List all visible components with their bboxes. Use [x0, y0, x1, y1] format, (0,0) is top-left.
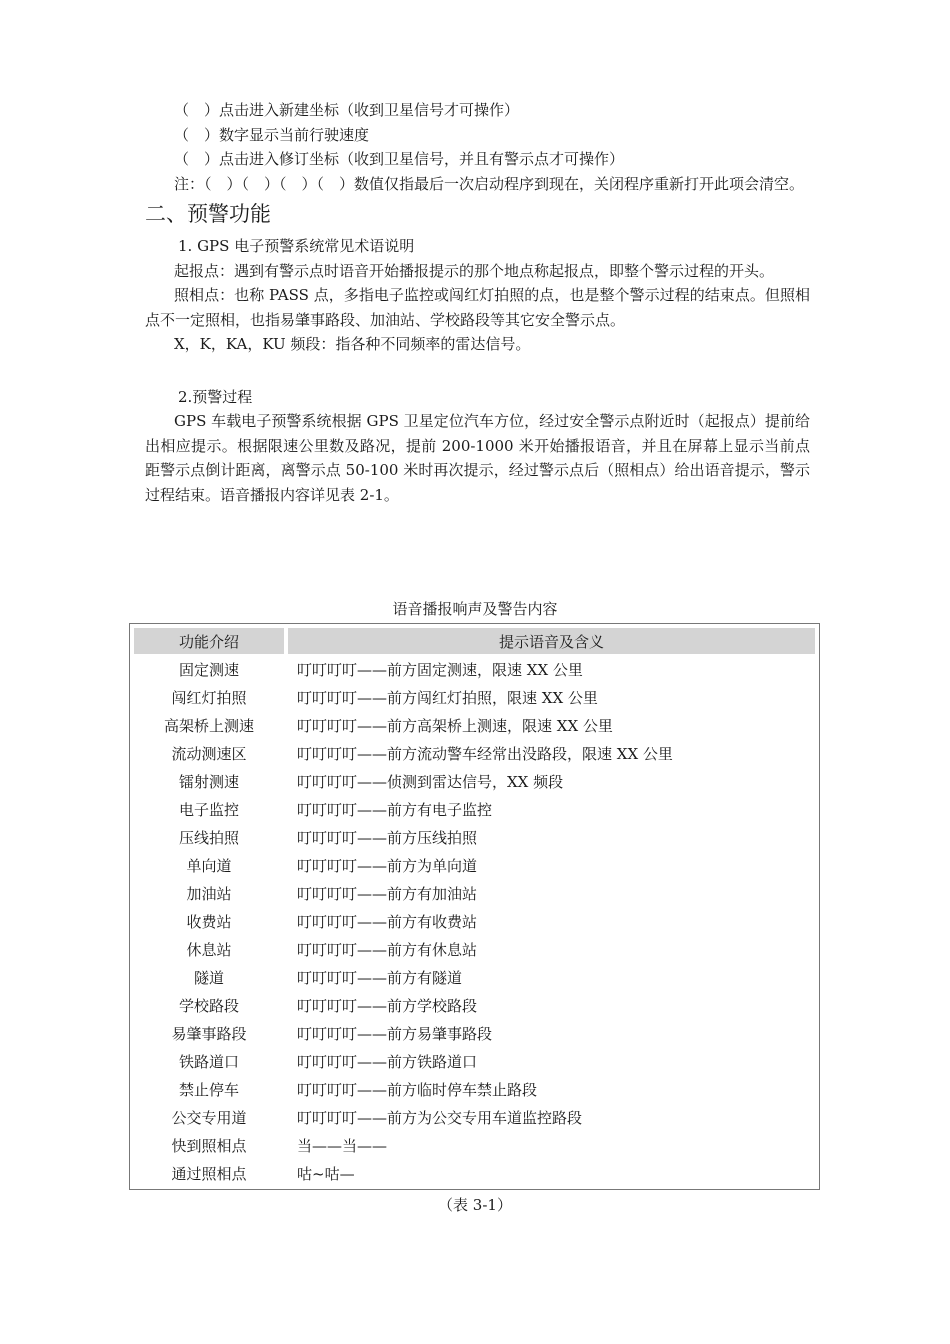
voice-prompt-cell: 叮叮叮叮——前方有隧道 — [297, 968, 463, 987]
function-cell: 禁止停车 — [178, 1080, 239, 1099]
table-row — [134, 740, 815, 766]
function-cell: 单向道 — [186, 856, 232, 875]
table-header-cell: 提示语音及含义 — [288, 628, 815, 654]
function-cell: 休息站 — [186, 940, 232, 959]
subsection-title: 1. GPS 电子预警系统常见术语说明 — [178, 237, 415, 255]
voice-prompt-cell: 叮叮叮叮——前方固定测速，限速 XX 公里 — [297, 660, 583, 679]
function-cell: 电子监控 — [178, 800, 239, 819]
table-row — [134, 936, 815, 962]
voice-prompt-cell: 叮叮叮叮——前方学校路段 — [297, 996, 478, 1015]
table-row — [134, 656, 815, 682]
icon-description-line: （ ）数字显示当前行驶速度 — [174, 125, 370, 144]
term-paragraph: X，K，KA，KU 频段：指各种不同频率的雷达信号。 — [174, 335, 531, 353]
table-number: （表 3-1） — [438, 1196, 512, 1214]
function-cell: 加油站 — [186, 884, 232, 903]
table-row — [134, 992, 815, 1018]
table-row — [134, 712, 815, 738]
voice-prompt-cell: 咕~咕— — [297, 1164, 355, 1183]
process-paragraph: GPS 车载电子预警系统根据 GPS 卫星定位汽车方位，经过安全警示点附近时（起报点）提前给出相应提示。根据限速公里数及路况，提前 200-1000 米开始播报语音，并且在屏幕上显示当前点距警示点倒计距离，离警示点 50-100 米时再次提示，经过警示点后（照相点）给出语音提示，警示过程结束。语音播报内容详见表 2-1。 — [145, 412, 810, 504]
icon-description-line: （ ）点击进入新建坐标（收到卫星信号才可操作） — [174, 101, 520, 119]
function-cell: 流动测速区 — [171, 744, 247, 763]
table-row — [134, 768, 815, 794]
function-cell: 学校路段 — [178, 996, 239, 1015]
table-row — [134, 824, 815, 850]
voice-prompt-cell: 叮叮叮叮——前方有电子监控 — [297, 800, 493, 819]
term-paragraph: 起报点：遇到有警示点时语音开始播报提示的那个地点称起报点，即整个警示过程的开头。 — [174, 261, 775, 280]
voice-prompt-cell: 叮叮叮叮——前方压线拍照 — [297, 828, 478, 847]
function-cell: 通过照相点 — [171, 1164, 247, 1183]
table-row — [134, 1048, 815, 1074]
function-cell: 固定测速 — [178, 660, 239, 679]
section-title: 二、预警功能 — [145, 202, 271, 226]
function-cell: 易肇事路段 — [171, 1024, 247, 1043]
table-header-row — [134, 628, 815, 654]
icon-description-line: （ ）点击进入修订坐标（收到卫星信号，并且有警示点才可操作） — [174, 150, 625, 168]
voice-alert-table — [129, 623, 820, 1190]
table-row — [134, 852, 815, 878]
voice-prompt-cell: 叮叮叮叮——前方有收费站 — [297, 912, 478, 931]
function-cell: 高架桥上测速 — [163, 716, 254, 735]
table-row — [134, 1076, 815, 1102]
term-paragraph: 照相点：也称 PASS 点，多指电子监控或闯红灯拍照的点，也是整个警示过程的结束点。但照相点不一定照相，也指易肇事路段、加油站、学校路段等其它安全警示点。 — [145, 286, 810, 329]
table-row — [134, 1160, 815, 1186]
voice-prompt-cell: 叮叮叮叮——侦测到雷达信号，XX 频段 — [297, 772, 564, 791]
table-caption: 语音播报响声及警告内容 — [392, 600, 558, 618]
voice-prompt-cell: 当——当—— — [297, 1136, 388, 1155]
document-body — [145, 98, 810, 507]
function-cell: 闯红灯拍照 — [171, 688, 247, 707]
function-cell: 隧道 — [193, 968, 224, 987]
table-row — [134, 796, 815, 822]
table-row — [134, 908, 815, 934]
table-row — [134, 880, 815, 906]
voice-prompt-cell: 叮叮叮叮——前方高架桥上测速，限速 XX 公里 — [297, 716, 613, 735]
voice-prompt-cell: 叮叮叮叮——前方易肇事路段 — [297, 1024, 493, 1043]
voice-prompt-cell: 叮叮叮叮——前方有加油站 — [297, 884, 478, 903]
note-paragraph: 注：（ ）（ ）（ ）（ ）数值仅指最后一次启动程序到现在，关闭程序重新打开此项会清空。 — [174, 174, 805, 193]
voice-prompt-cell: 叮叮叮叮——前方铁路道口 — [297, 1052, 478, 1071]
function-cell: 公交专用道 — [171, 1108, 247, 1127]
voice-prompt-cell: 叮叮叮叮——前方有休息站 — [297, 940, 478, 959]
function-cell: 铁路道口 — [178, 1052, 239, 1071]
table-row — [134, 1104, 815, 1130]
table-body — [134, 656, 815, 1186]
voice-prompt-cell: 叮叮叮叮——前方临时停车禁止路段 — [297, 1080, 538, 1099]
table-row — [134, 684, 815, 710]
function-cell: 镭射测速 — [178, 772, 239, 791]
function-cell: 收费站 — [186, 912, 232, 931]
voice-prompt-cell: 叮叮叮叮——前方流动警车经常出没路段，限速 XX 公里 — [297, 744, 673, 763]
voice-prompt-cell: 叮叮叮叮——前方为单向道 — [297, 856, 478, 875]
function-cell: 压线拍照 — [178, 828, 239, 847]
table-header-cell: 功能介绍 — [134, 628, 284, 654]
voice-prompt-cell: 叮叮叮叮——前方闯红灯拍照，限速 XX 公里 — [297, 688, 598, 707]
table-row — [134, 1020, 815, 1046]
table-row — [134, 964, 815, 990]
voice-prompt-cell: 叮叮叮叮——前方为公交专用车道监控路段 — [297, 1108, 583, 1127]
subsection-title: 2.预警过程 — [178, 387, 253, 406]
function-cell: 快到照相点 — [171, 1136, 247, 1155]
table-row — [134, 1132, 815, 1158]
